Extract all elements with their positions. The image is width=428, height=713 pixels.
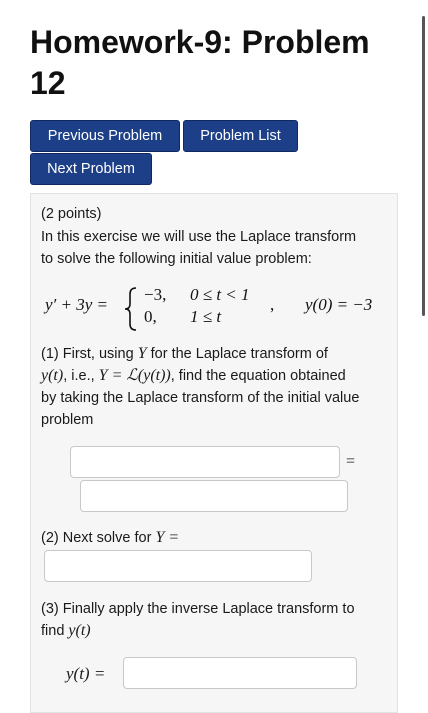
laplace-lhs-input[interactable]	[70, 446, 340, 478]
points-label: (2 points)	[41, 206, 102, 222]
part-3-line-2: find y(t)	[41, 622, 91, 639]
laplace-rhs-input[interactable]	[80, 480, 348, 512]
equation-lhs: y′ + 3y =	[45, 295, 109, 314]
scrollbar[interactable]	[422, 16, 425, 316]
equals-sign: =	[346, 453, 356, 470]
part-1-line-4: problem	[41, 412, 94, 428]
y-of-t-input[interactable]	[123, 657, 357, 689]
piecewise-brace-icon	[123, 286, 139, 332]
previous-problem-button[interactable]: Previous Problem	[30, 120, 180, 152]
equation-separator: ,	[270, 295, 275, 314]
case-1-value: −3,	[144, 285, 167, 304]
part-1-line-3: by taking the Laplace transform of the initial value	[41, 390, 360, 406]
next-problem-button[interactable]: Next Problem	[30, 153, 152, 185]
part-2-label: (2) Next solve for Y =	[41, 529, 180, 546]
intro-line-1: In this exercise we will use the Laplace transform	[41, 229, 357, 245]
problem-list-button[interactable]: Problem List	[183, 120, 298, 152]
solve-y-input[interactable]	[44, 550, 312, 582]
part-1-line-1: (1) First, using Y for the Laplace transform of	[41, 345, 328, 362]
initial-condition: y(0) = −3	[305, 295, 373, 314]
case-2-value: 0,	[144, 307, 157, 326]
part-1-line-2: y(t), i.e., Y = ℒ(y(t)), find the equation obtained	[41, 367, 346, 384]
intro-line-2: to solve the following initial value problem:	[41, 251, 312, 267]
result-label: y(t) =	[66, 664, 106, 683]
page-title: Homework-9: Problem 12	[30, 24, 370, 101]
part-3-line-1: (3) Finally apply the inverse Laplace transform to	[41, 601, 355, 617]
initial-value-equation	[45, 283, 390, 333]
case-2-condition: 1 ≤ t	[190, 307, 222, 326]
case-1-condition: 0 ≤ t < 1	[190, 285, 250, 304]
